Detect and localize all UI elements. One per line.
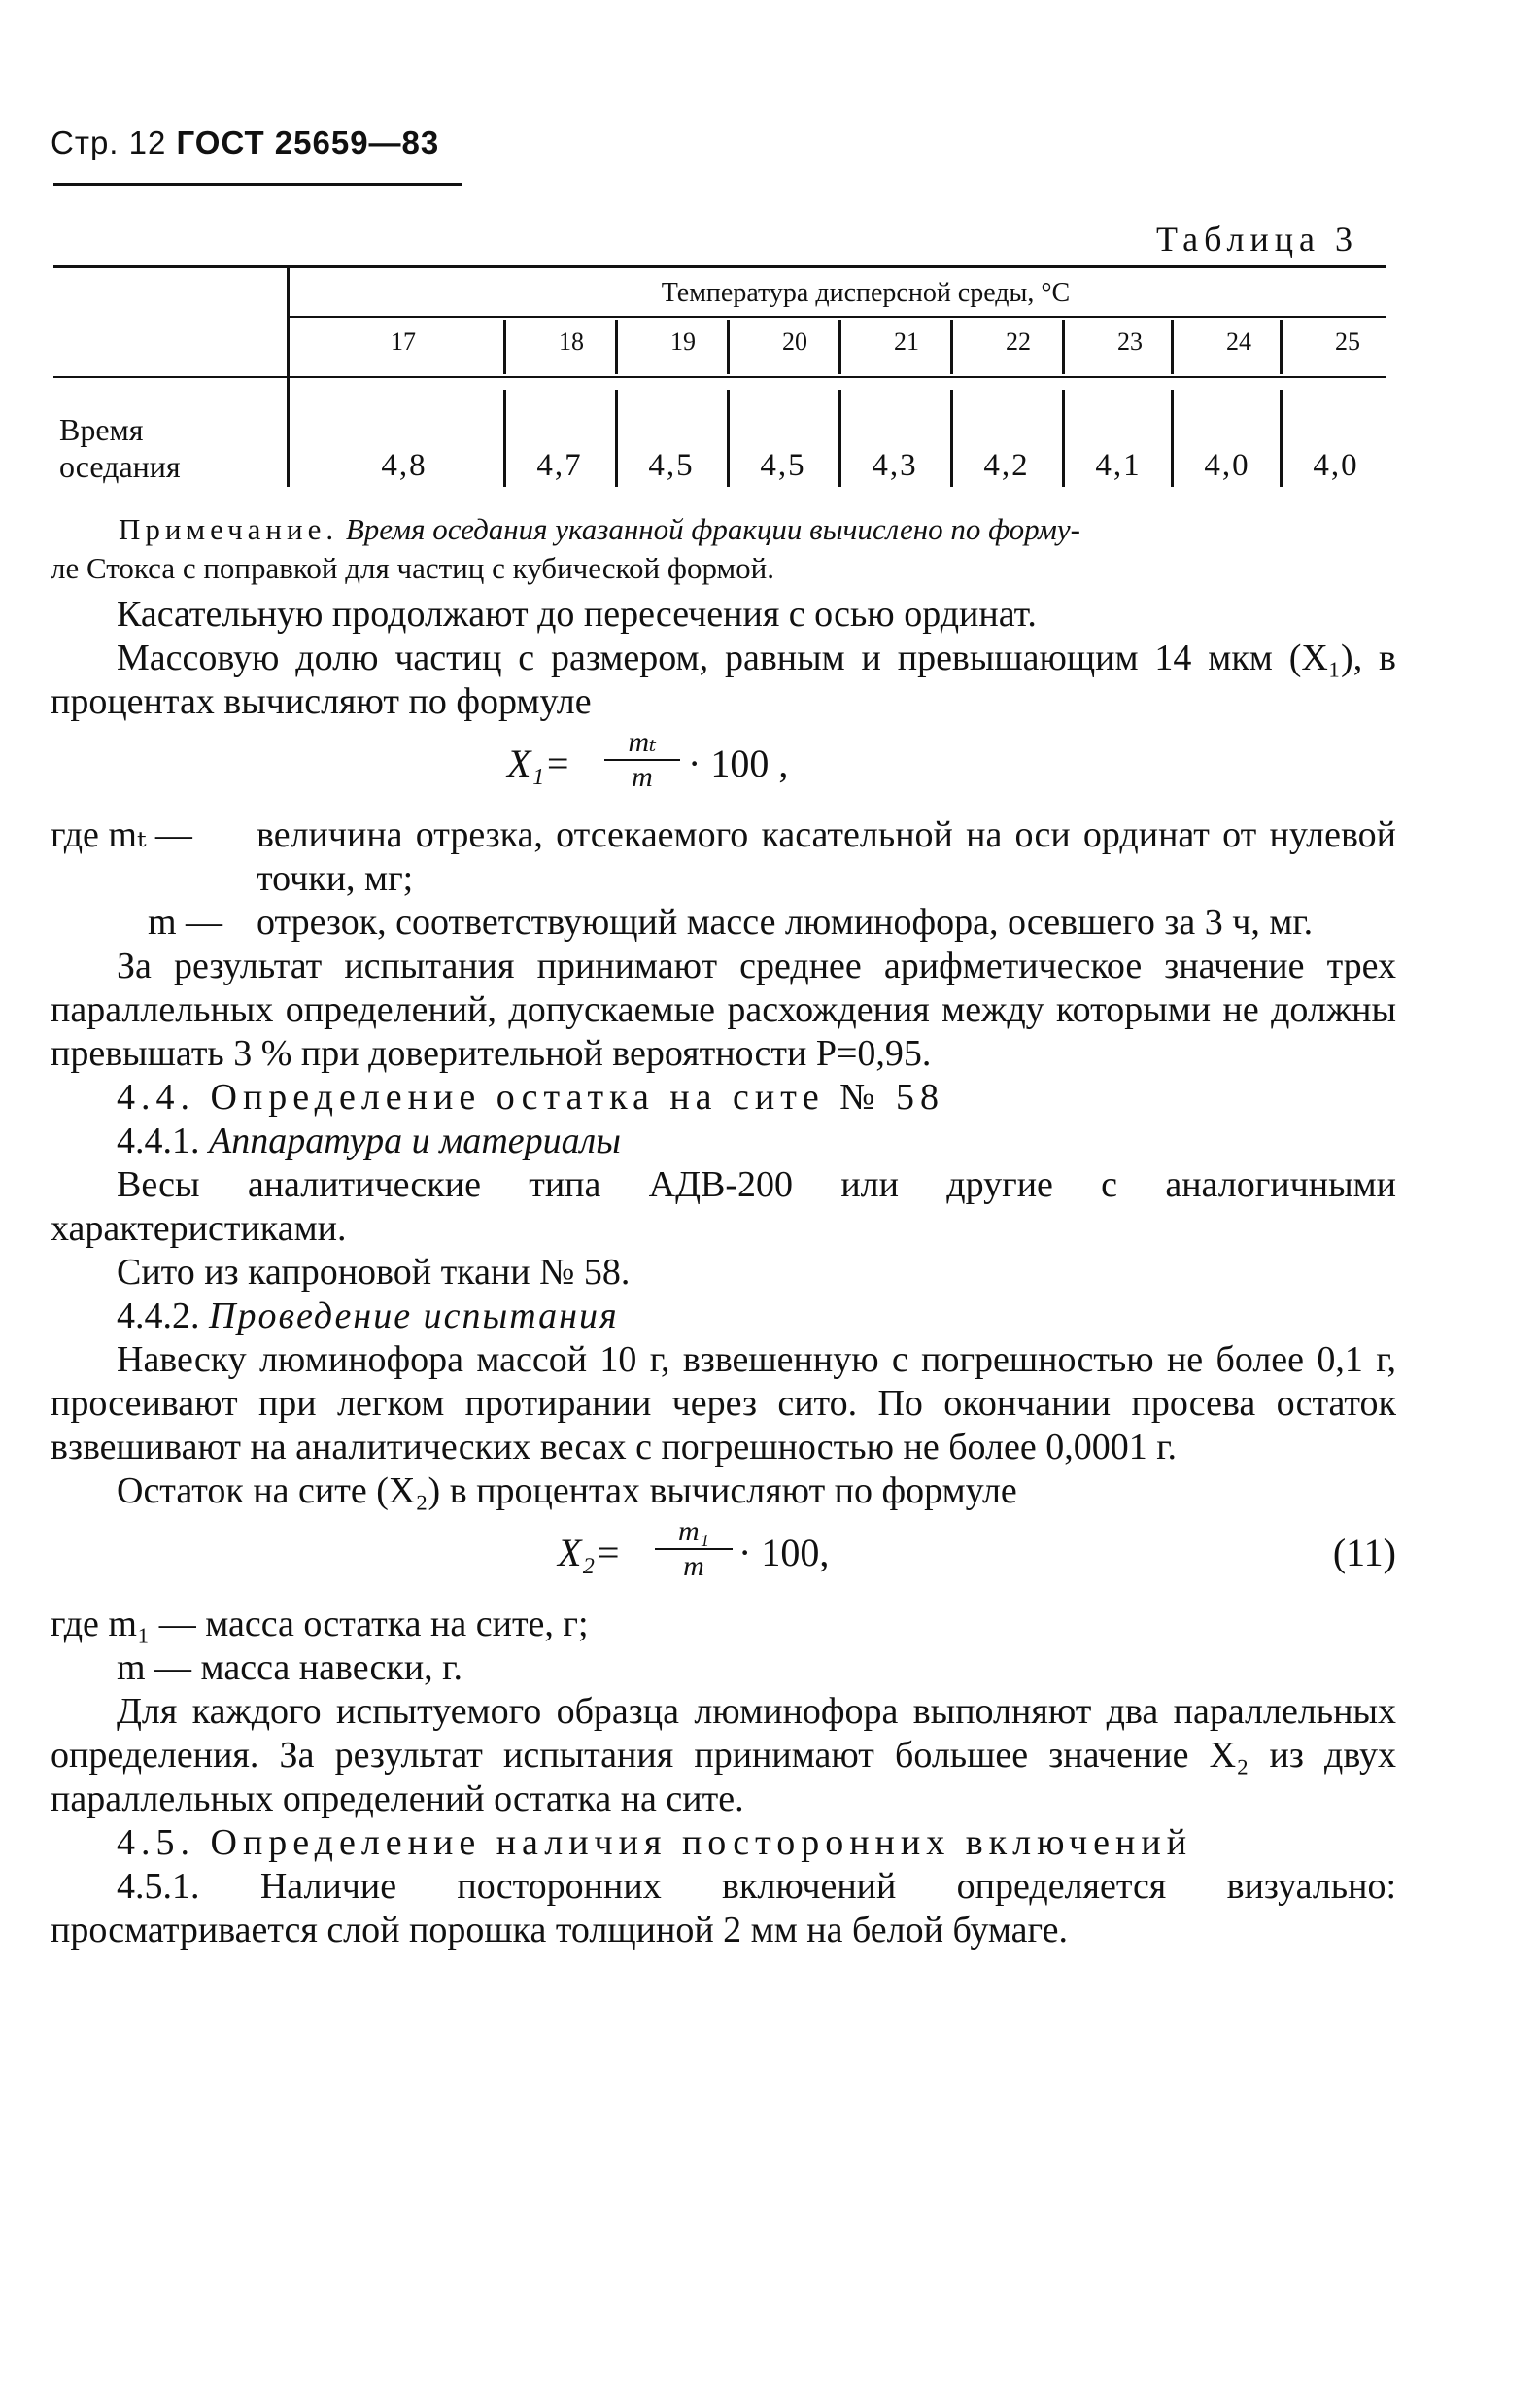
definition-symbol: m — [148,902,223,943]
formula-denominator: m [683,1550,704,1582]
temperature-header-cell: 18 [559,328,584,356]
temperature-header-cell: 21 [894,328,919,356]
table-group-rule [289,316,1386,318]
definition-row [51,901,1396,945]
formula-number: (11) [1332,1531,1396,1574]
definition-text: отрезок, соответствующий массе люминофора, осевшего за 3 ч, мг. [257,902,1314,943]
paragraph: Сито из капроновой ткани № 58. [117,1252,631,1293]
table-top-rule [53,265,1386,268]
settling-time-cell: 4,5 [760,448,806,483]
column-divider [503,320,506,374]
section-heading: 4.5. Определение наличия посторонних включений [117,1822,1193,1863]
subsection-title: Аппаратура и материалы [209,1121,621,1161]
subsection-heading [51,1120,1396,1163]
settling-time-cell: 4,0 [1313,448,1359,483]
row-label [59,411,181,485]
temperature-header-cell: 17 [391,328,416,356]
temperature-header-cell: 19 [670,328,696,356]
column-divider [1171,320,1174,374]
paragraph: Для каждого испытуемого образца люминофора выполняют два параллельных определения. За результат испытания принимают большее значение X₂ из двух параллельных определений остатка на сите. [51,1691,1396,1819]
formula-x1 [51,724,1396,813]
standard-code: ГОСТ 25659—83 [176,124,440,160]
temperature-header-cell: 23 [1117,328,1143,356]
row-label-line: Время [59,412,144,447]
table-header-rule [53,376,1386,378]
row-label-line: оседания [59,449,181,484]
definition-symbol: где mₜ — [51,814,192,855]
paragraph: Касательную продолжают до пересечения с осью ординат. [117,594,1037,635]
settling-time-table [53,265,1386,494]
paragraph: Навеску люминофора массой 10 г, взвешенную с погрешностью не более 0,1 г, просеивают при легком протирании через сито. По окончании просева остаток взвешивают на аналитических весах с погрешностью не более 0,0001 г. [51,1339,1396,1467]
definition-text: величина отрезка, отсекаемого касательной на оси ординат от нулевой точки, мг; [257,814,1396,899]
formula-fraction [655,1515,733,1583]
settling-time-cell: 4,1 [1095,448,1142,483]
paragraph: Остаток на сите (X₂) в процентах вычисляют по формуле [117,1470,1017,1511]
formula-numerator: mₜ [628,726,657,758]
note-label: Примечание. [119,512,339,546]
formula-denominator: m [632,761,653,793]
column-divider [1062,320,1065,374]
note-text: Время оседания указанной фракции вычислено по форму- [338,512,1080,546]
definition-line: где m₁ — масса остатка на сите, г; [51,1604,589,1644]
temperature-header-cell: 22 [1006,328,1031,356]
paragraph: За результат испытания принимают среднее арифметическое значение трех параллельных определений, допускаемые расхождения между которыми не должны превышать 3 % при доверительной вероятности P=0,95. [51,946,1396,1074]
settling-time-cell: 4,8 [381,448,428,483]
column-divider [838,320,841,374]
settling-time-cell: 4,3 [872,448,918,483]
page-number: Стр. 12 [51,124,167,160]
definition-row [51,813,1396,901]
settling-time-cell: 4,5 [648,448,695,483]
column-divider [950,320,953,374]
column-divider [287,390,290,487]
subsection-number: 4.4.1. [117,1121,200,1161]
formula-x2 [51,1513,1396,1603]
settling-time-cell: 4,7 [536,448,583,483]
column-divider [615,320,618,374]
definition-line: m — масса навески, г. [117,1647,462,1688]
formula-lhs: X₁= [507,742,571,785]
temperature-group-header: Температура дисперсной среды, °С [661,278,1071,308]
header-rule [53,183,462,186]
note-text-continued: ле Стокса с поправкой для частиц с кубической формой. [51,551,774,585]
formula-rhs: · 100, [738,1531,830,1574]
subsection-heading [51,1295,1396,1338]
column-divider [727,320,730,374]
subsection-title: Проведение испытания [209,1295,619,1336]
table-note [51,510,1391,588]
formula-numerator: m₁ [677,1515,710,1547]
paragraph: Весы аналитические типа АДВ-200 или другие с аналогичными характеристиками. [51,1164,1396,1249]
temperature-header-cell: 25 [1335,328,1360,356]
column-divider [1280,320,1283,374]
formula-fraction [604,726,680,794]
settling-time-cell: 4,0 [1204,448,1250,483]
temperature-header-cell: 20 [782,328,807,356]
document-body [51,593,1396,1952]
table-title: Таблица 3 [1156,220,1358,259]
formula-rhs: · 100 , [688,742,789,785]
paragraph: Массовую долю частиц с размером, равным и превышающим 14 мкм (X₁), в процентах вычисляют по формуле [51,638,1396,722]
formula-lhs: X₂= [558,1531,622,1574]
settling-time-cell: 4,2 [983,448,1030,483]
subsection-number: 4.4.2. [117,1295,200,1336]
temperature-header-cell: 24 [1226,328,1251,356]
paragraph: 4.5.1. Наличие посторонних включений определяется визуально: просматривается слой порошка толщиной 2 мм на белой бумаге. [51,1866,1396,1950]
section-heading: 4.4. Определение остатка на сите № 58 [117,1077,944,1118]
page-header [51,124,439,161]
